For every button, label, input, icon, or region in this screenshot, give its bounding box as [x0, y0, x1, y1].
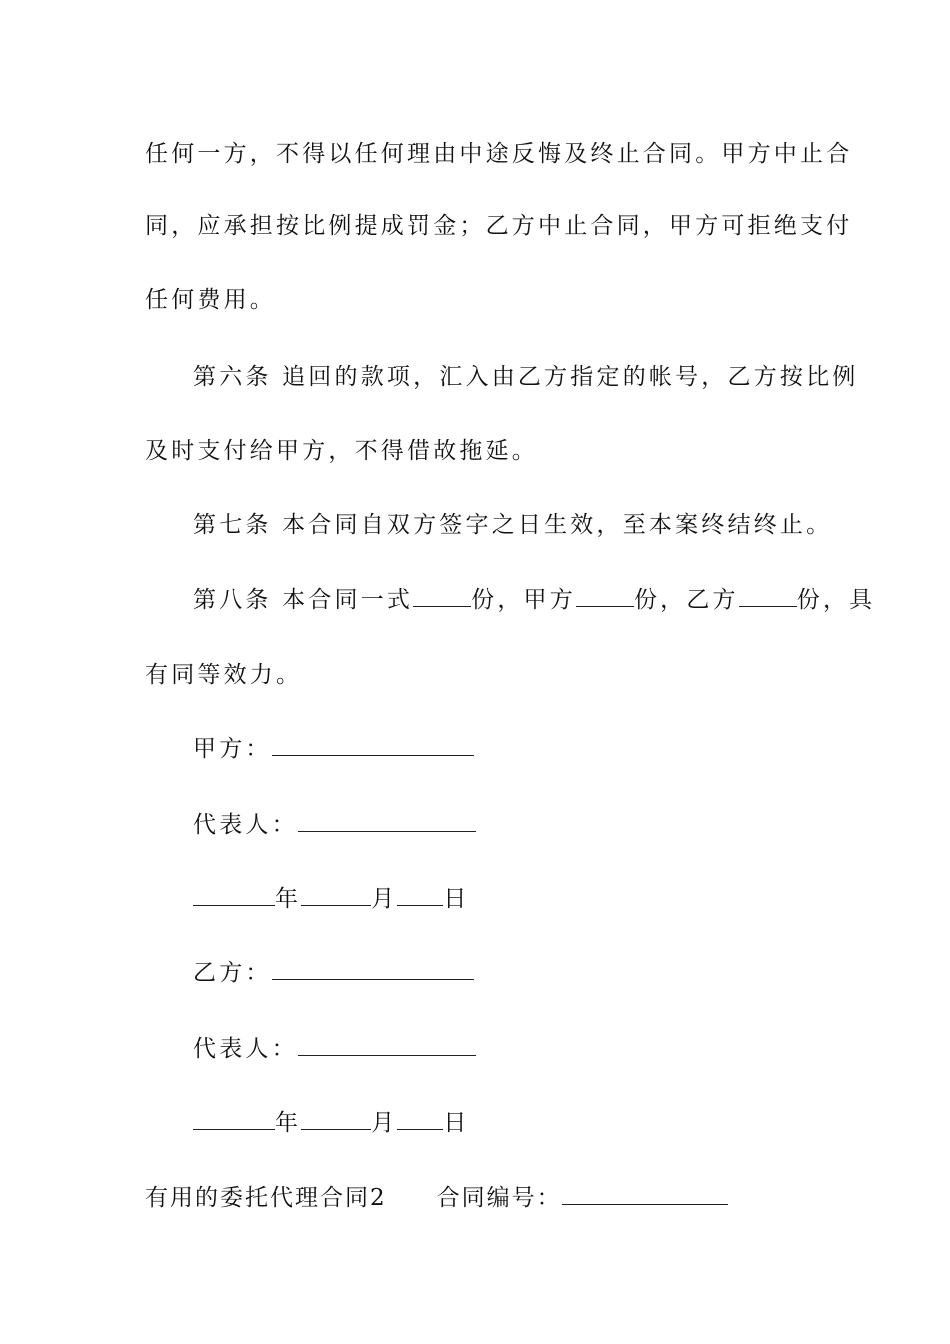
party-a-date	[193, 884, 470, 914]
party-a-signature	[193, 734, 474, 764]
month-blank	[301, 1109, 371, 1130]
party-a-label: 甲方：	[193, 736, 272, 762]
year-blank	[193, 885, 275, 906]
article-8-prefix: 第八条 本合同一式	[193, 587, 414, 613]
year-blank	[193, 1109, 275, 1130]
day-label: 日	[443, 1110, 470, 1136]
party-a-rep-blank	[298, 811, 476, 832]
paragraph-line: 任何费用。	[145, 287, 276, 313]
month-label: 月	[371, 1110, 398, 1136]
article-8-part2: 份，乙方	[633, 587, 739, 613]
paragraph-line: 同，应承担按比例提成罚金；乙方中止合同，甲方可拒绝支付	[145, 213, 853, 239]
article-7-line: 第七条 本合同自双方签字之日生效，至本案终结终止。	[193, 512, 833, 538]
party-b-rep-signature	[193, 1034, 476, 1064]
day-blank	[397, 1109, 443, 1130]
contract-no-label: 合同编号：	[436, 1185, 562, 1211]
party-b-rep-blank	[298, 1035, 476, 1056]
party-a-rep-signature	[193, 810, 476, 840]
next-doc-title: 有用的委托代理合同2	[145, 1185, 387, 1211]
paragraph-line: 任何一方，不得以任何理由中途反悔及终止合同。甲方中止合	[145, 141, 853, 167]
article-6-line: 第六条 追回的款项，汇入由乙方指定的帐号，乙方按比例	[193, 364, 859, 390]
copies-total-blank	[413, 586, 471, 607]
next-doc-heading	[145, 1183, 728, 1213]
copies-party-b-blank	[739, 586, 797, 607]
party-a-rep-label: 代表人：	[193, 812, 298, 838]
party-b-blank	[272, 959, 474, 980]
party-a-blank	[272, 735, 474, 756]
month-blank	[301, 885, 371, 906]
article-8-line: 有同等效力。	[145, 662, 303, 688]
party-b-label: 乙方：	[193, 960, 272, 986]
month-label: 月	[371, 886, 398, 912]
contract-no-blank	[562, 1184, 728, 1205]
copies-party-a-blank	[576, 586, 634, 607]
year-label: 年	[275, 1110, 302, 1136]
party-b-signature	[193, 958, 474, 988]
day-blank	[397, 885, 443, 906]
article-8-part1: 份，甲方	[471, 587, 576, 613]
article-8-part3: 份，具	[796, 587, 876, 613]
party-b-date	[193, 1108, 470, 1138]
year-label: 年	[275, 886, 302, 912]
article-6-line: 及时支付给甲方，不得借故拖延。	[145, 438, 538, 464]
party-b-rep-label: 代表人：	[193, 1036, 298, 1062]
article-8-line	[193, 585, 875, 615]
day-label: 日	[443, 886, 470, 912]
